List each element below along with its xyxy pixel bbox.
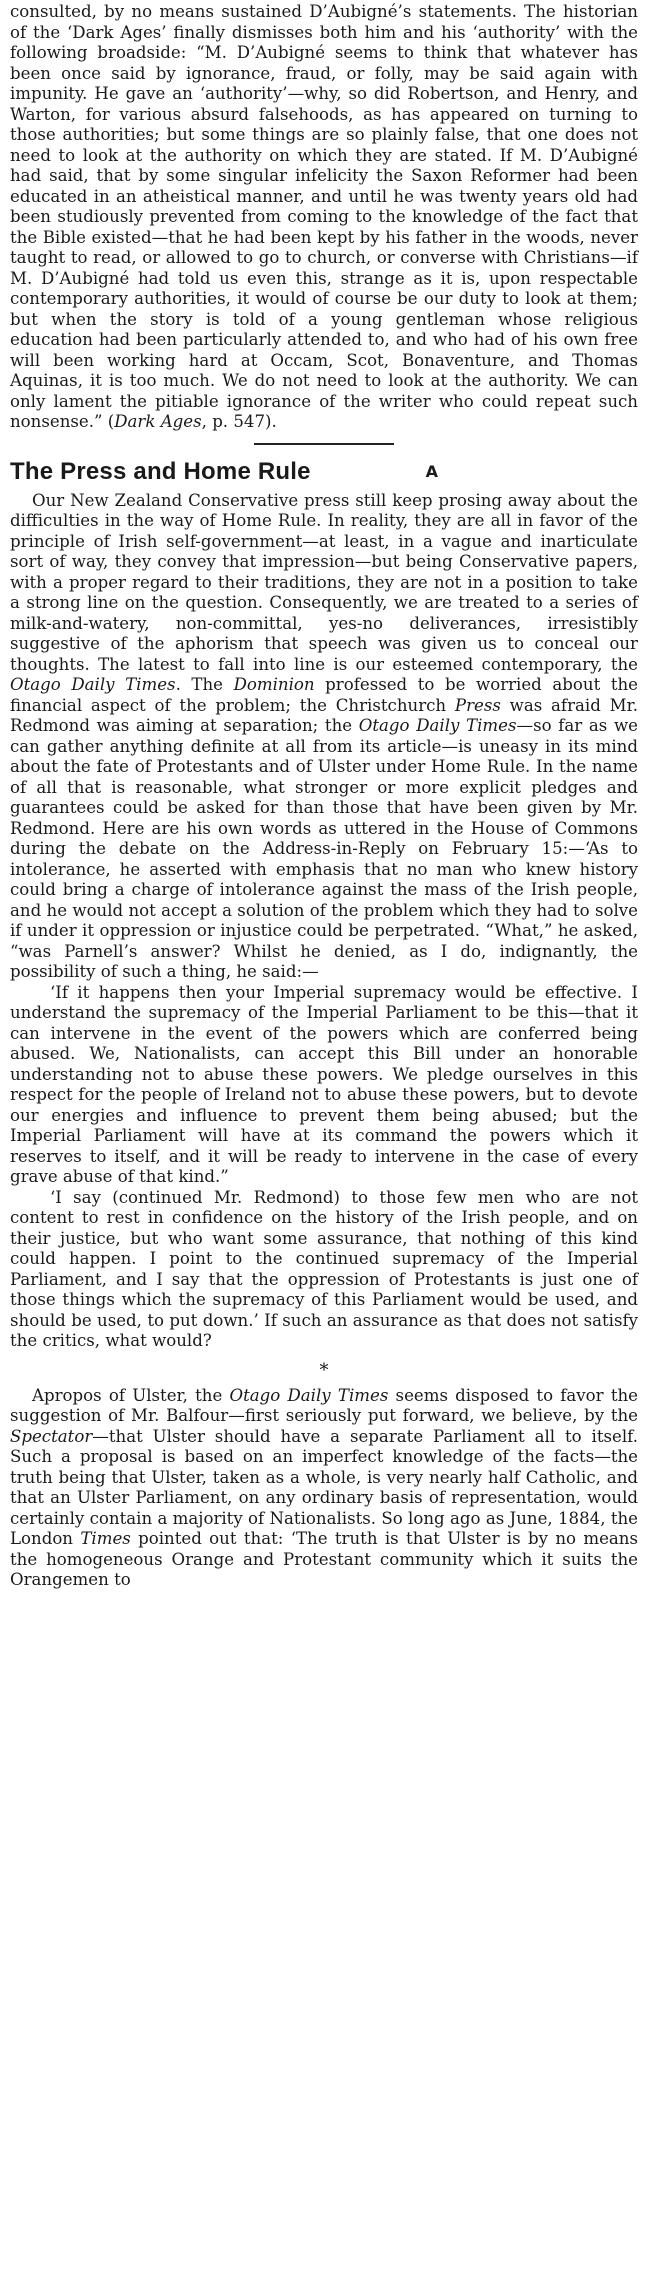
quoted-paragraph (10, 983, 638, 1188)
section-heading-row (10, 457, 638, 487)
text-run: —so far as we can gather anything definite at all from its article—is uneasy in its mind about the fate of Protestants and of Ulster under Home Rule. In the name of all that is reasonable, what stronger or more explicit pledges and guarantees could be asked for than those that have been given by Mr. Redmond. Here are his own words as uttered in the House of Commons during the debate on the Address-in-Reply on February 15:—‘As to intolerance, he asserted with emphasis that no man who knew history could bring a charge of intolerance against the mass of the Irish people, and he would not accept a solution of the problem which they had to solve if under it oppression or injustice could be perpetrated. “What,” he asked, “was Parnell’s answer? Whilst he denied, as I do, indignantly, the possibility of such a thing, he said:— (10, 716, 638, 981)
italic-title: Otago Daily Times (10, 675, 176, 694)
text-run: was afraid Mr. Redmond was aiming at separation; the (10, 695, 638, 735)
text-run: . The (175, 675, 234, 694)
text-run: professed to be worried about the financial aspect of the problem; the Christchurch (10, 675, 639, 715)
italic-title: Otago Daily Times (229, 1385, 389, 1405)
italic-title: Otago Daily Times (358, 716, 517, 735)
text-run: ‘If it happens then your Imperial supremacy would be effective. I understand the supremacy of the Imperial Parliament to be this—that it can intervene in the event of the powers which are conferred being abused. We, Nationalists, can accept this Bill under an honorable understanding not to abuse these powers. We pledge ourselves in this respect for the people of Ireland not to abuse these powers, but to devote our energies and influence to prevent them being abused; but the Imperial Parliament will have at its command the powers which it reserves to itself, and it will be ready to intervene in the case of every grave abuse of that kind.” (10, 982, 638, 1186)
italic-title: Dominion (233, 675, 315, 694)
text-run: Our New Zealand Conservative press still keep prosing away about the difficulties in the way of Home Rule. In reality, they are all in favor of the principle of Irish self-government—at least, in a vague and inarticulate sort of way, they convey that impression—but being Conservative papers, with a proper regard to their traditions, they are not in a position to take a strong line on the question. Consequently, we are treated to a series of milk-and-watery, non-committal, yes-no deliverances, irresistibly suggestive of the aphorism that speech was given us to conceal our thoughts. The latest to fall into line is our esteemed contemporary, the (10, 490, 638, 674)
margin-mark: A (425, 462, 438, 481)
section-break-asterisk: * (319, 1359, 329, 1381)
body-paragraph (10, 1386, 638, 1591)
body-paragraph (10, 491, 638, 983)
quoted-paragraph (10, 1188, 638, 1352)
section-heading: The Press and Home Rule (10, 457, 311, 485)
section-divider (254, 443, 394, 445)
text-run: —that Ulster should have a separate Parliament all to itself. Such a proposal is based on an imperfect knowledge of the facts—the truth being that Ulster, taken as a whole, is very nearly half Catholic, and that an Ulster Parliament, on any ordinary basis of representation, would certainly contain a majority of Nationalists. So long ago as June, 1884, the London (10, 1426, 638, 1548)
body-paragraph (10, 2, 638, 433)
text-run: Apropos of Ulster, the (32, 1385, 230, 1405)
text-run: pointed out that: ‘The truth is that Ulster is by no means the homogeneous Orange and Protestant community which it suits the Orangemen to (10, 1529, 638, 1589)
italic-title: Spectator (10, 1426, 93, 1446)
text-run: consulted, by no means sustained D’Aubigné’s statements. The historian of the ‘Dark Ages’ finally dismisses both him and his ‘authority’ with the following broadside: “M. D’Aubigné seems to think that whatever has been once said by ignorance, fraud, or folly, may be said again with impunity. He gave an ‘authority’—why, so did Robertson, and Henry, and Warton, for various absurd falsehoods, as has appeared on turning to those authorities; but some things are so plainly false, that one does not need to look at the authority on which they are stated. If M. D’Aubigné had said, that by some singular infelicity the Saxon Reformer had been educated in an atheistical manner, and until he was twenty years old had been studiously prevented from coming to the knowledge of the fact that the Bible existed—that he had been kept by his father in the woods, never taught to read, or allowed to go to church, or converse with Christians—if M. D’Aubigné had told us even this, strange as it is, upon respectable contemporary authorities, it would of course be our duty to look at them; but when the story is told of a young gentleman whose religious education had been particularly attended to, and who had of his own free will been working hard at Occam, Scot, Bonaventure, and Thomas Aquinas, it is too much. We do not need to look at the authority. We can only lament the pitiable ignorance of the writer who could repeat such nonsense.” ( (10, 2, 638, 431)
text-run: , p. 547). (201, 412, 277, 431)
italic-title: Times (80, 1529, 131, 1548)
italic-title: Press (454, 695, 501, 715)
italic-title: Dark Ages (114, 412, 202, 431)
text-run: ‘I say (continued Mr. Redmond) to those few men who are not content to rest in confidence on the history of the Irish people, and on their justice, but who want some assurance, that nothing of this kind could happen. I point to the continued supremacy of the Imperial Parliament, and I say that the oppression of Protestants is just one of those things which the supremacy of this Parliament would be used, and should be used, to put down.’ If such an assurance as that does not satisfy the critics, what would? (10, 1187, 638, 1350)
text-run: seems disposed to favor the suggestion of Mr. Balfour—first seriously put forward, we believe, by the (10, 1385, 638, 1425)
